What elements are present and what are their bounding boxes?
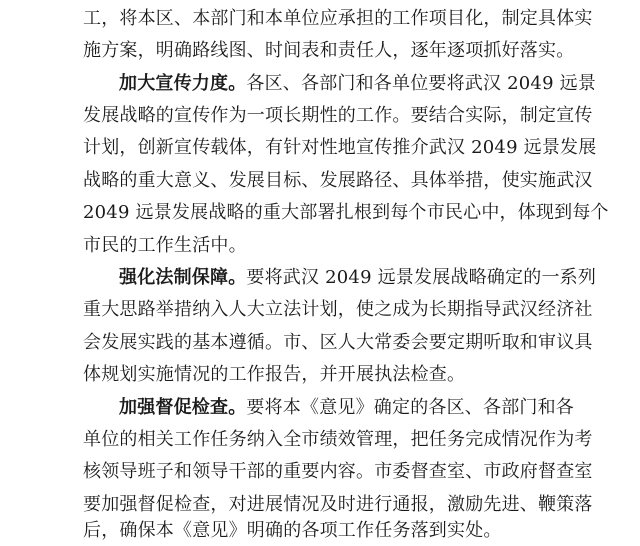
text-line: 2049 远景发展战略的重大部署扎根到每个市民心中，体现到每个 <box>83 202 609 223</box>
text-line: 市民的工作生活中。 <box>83 235 247 256</box>
paragraph-heading: 加强督促检查。 <box>119 397 247 418</box>
text-line: 要加强督促检查，对进展情况及时进行通报，激励先进、鞭策落 <box>83 494 593 515</box>
paragraph-first-line <box>119 69 597 99</box>
text-line: 体规划实施情况的工作报告，并开展执法检查。 <box>83 364 466 385</box>
paragraph-heading: 加大宣传力度。 <box>119 73 247 94</box>
text-run: 各区、各部门和各单位要将武汉 2049 远景 <box>246 73 597 94</box>
text-line: 核领导班子和领导干部的重要内容。市委督查室、市政府督查室 <box>83 461 593 482</box>
text-line: 战略的重大意义、发展目标、发展路径、具体举措，使实施武汉 <box>83 170 593 191</box>
text-line: 重大思路举措纳入人大立法计划，使之成为长期指导武汉经济社 <box>83 299 593 320</box>
text-line: 工，将本区、本部门和本单位应承担的工作项目化，制定具体实 <box>83 8 593 29</box>
text-line: 会发展实践的基本遵循。市、区人大常委会要定期听取和审议具 <box>83 332 593 353</box>
text-line: 计划，创新宣传载体，有针对性地宣传推介武汉 2049 远景发展 <box>83 137 597 158</box>
text-line: 施方案，明确路线图、时间表和责任人，逐年逐项抓好落实。 <box>83 40 575 61</box>
paragraph-first-line <box>119 263 597 293</box>
text-line: 发展战略的宣传作为一项长期性的工作。要结合实际，制定宣传 <box>83 105 593 126</box>
paragraph-first-line <box>119 393 575 423</box>
text-run: 要将武汉 2049 远景发展战略确定的一系列 <box>246 267 597 288</box>
text-line: 后，确保本《意见》明确的各项工作任务落到实处。 <box>83 520 502 541</box>
paragraph-heading: 强化法制保障。 <box>119 267 247 288</box>
text-run: 要将本《意见》确定的各区、各部门和各 <box>246 397 575 418</box>
text-line: 单位的相关工作任务纳入全市绩效管理，把任务完成情况作为考 <box>83 429 593 450</box>
